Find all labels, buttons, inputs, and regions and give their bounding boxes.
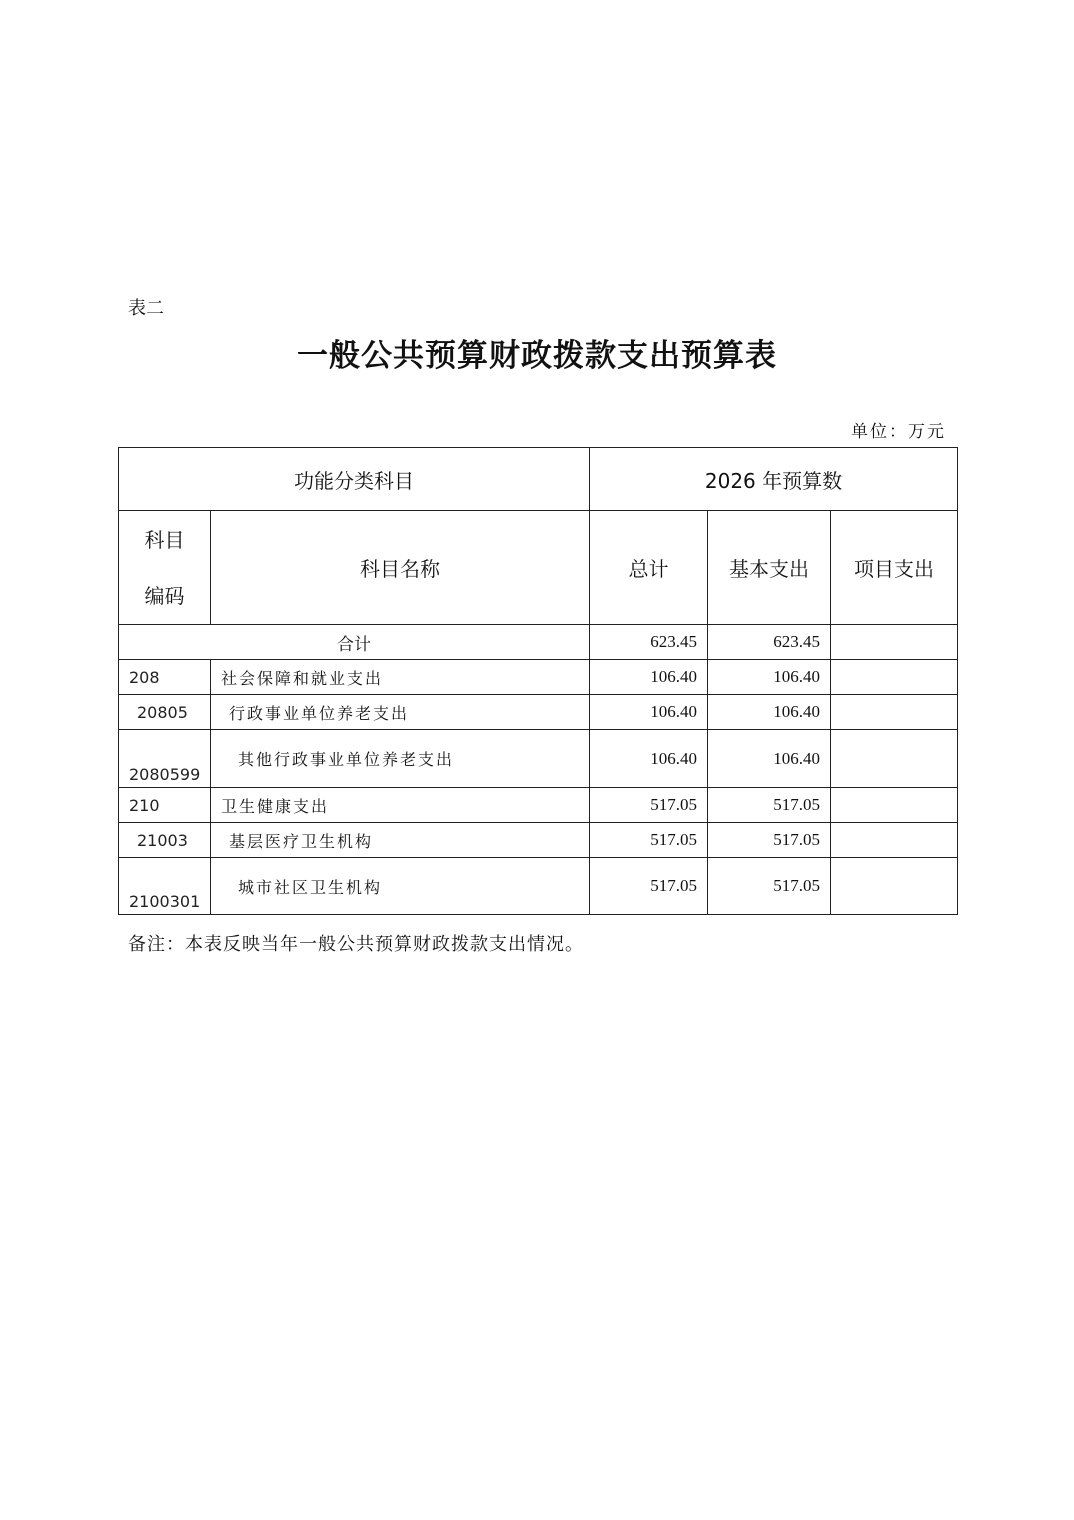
row-name: 基层医疗卫生机构 [211, 823, 590, 858]
row-code: 210 [119, 788, 211, 823]
total-row [119, 625, 958, 660]
row-basic: 517.05 [708, 858, 831, 915]
row-project [831, 788, 958, 823]
row-basic: 106.40 [708, 730, 831, 788]
table-number-label: 表二 [128, 298, 164, 319]
total-column-header: 总计 [590, 511, 708, 625]
row-project [831, 695, 958, 730]
budget-year-header: 2026 年预算数 [590, 448, 958, 511]
budget-table [118, 447, 958, 915]
table-row [119, 730, 958, 788]
total-row-basic: 623.45 [708, 625, 831, 660]
row-name: 其他行政事业单位养老支出 [211, 730, 590, 788]
table-row [119, 695, 958, 730]
group-header-row [119, 448, 958, 511]
row-total: 517.05 [590, 788, 708, 823]
name-column-header: 科目名称 [211, 511, 590, 625]
row-total: 106.40 [590, 660, 708, 695]
table-row [119, 823, 958, 858]
row-project [831, 858, 958, 915]
column-header-row [119, 511, 958, 625]
code-header-line2: 编码 [144, 583, 185, 608]
row-code: 21003 [119, 823, 211, 858]
total-row-project [831, 625, 958, 660]
row-total: 517.05 [590, 823, 708, 858]
row-project [831, 660, 958, 695]
row-basic: 517.05 [708, 823, 831, 858]
row-basic: 517.05 [708, 788, 831, 823]
row-name: 社会保障和就业支出 [211, 660, 590, 695]
row-code: 2080599 [119, 730, 211, 788]
code-header-line1: 科目 [144, 527, 185, 552]
row-project [831, 730, 958, 788]
total-row-total: 623.45 [590, 625, 708, 660]
total-row-label: 合计 [119, 625, 590, 660]
row-total: 106.40 [590, 730, 708, 788]
row-basic: 106.40 [708, 695, 831, 730]
page-title: 一般公共预算财政拨款支出预算表 [297, 338, 777, 374]
table-row [119, 660, 958, 695]
table-row [119, 788, 958, 823]
row-name: 卫生健康支出 [211, 788, 590, 823]
basic-column-header: 基本支出 [708, 511, 831, 625]
row-total: 106.40 [590, 695, 708, 730]
project-column-header: 项目支出 [831, 511, 958, 625]
row-code: 20805 [119, 695, 211, 730]
row-project [831, 823, 958, 858]
unit-label: 单位：万元 [851, 422, 946, 442]
row-code: 2100301 [119, 858, 211, 915]
function-class-header: 功能分类科目 [119, 448, 590, 511]
table-row [119, 858, 958, 915]
footnote: 备注：本表反映当年一般公共预算财政拨款支出情况。 [128, 934, 584, 955]
row-basic: 106.40 [708, 660, 831, 695]
row-name: 城市社区卫生机构 [211, 858, 590, 915]
row-name: 行政事业单位养老支出 [211, 695, 590, 730]
row-total: 517.05 [590, 858, 708, 915]
row-code: 208 [119, 660, 211, 695]
code-column-header [119, 511, 211, 625]
